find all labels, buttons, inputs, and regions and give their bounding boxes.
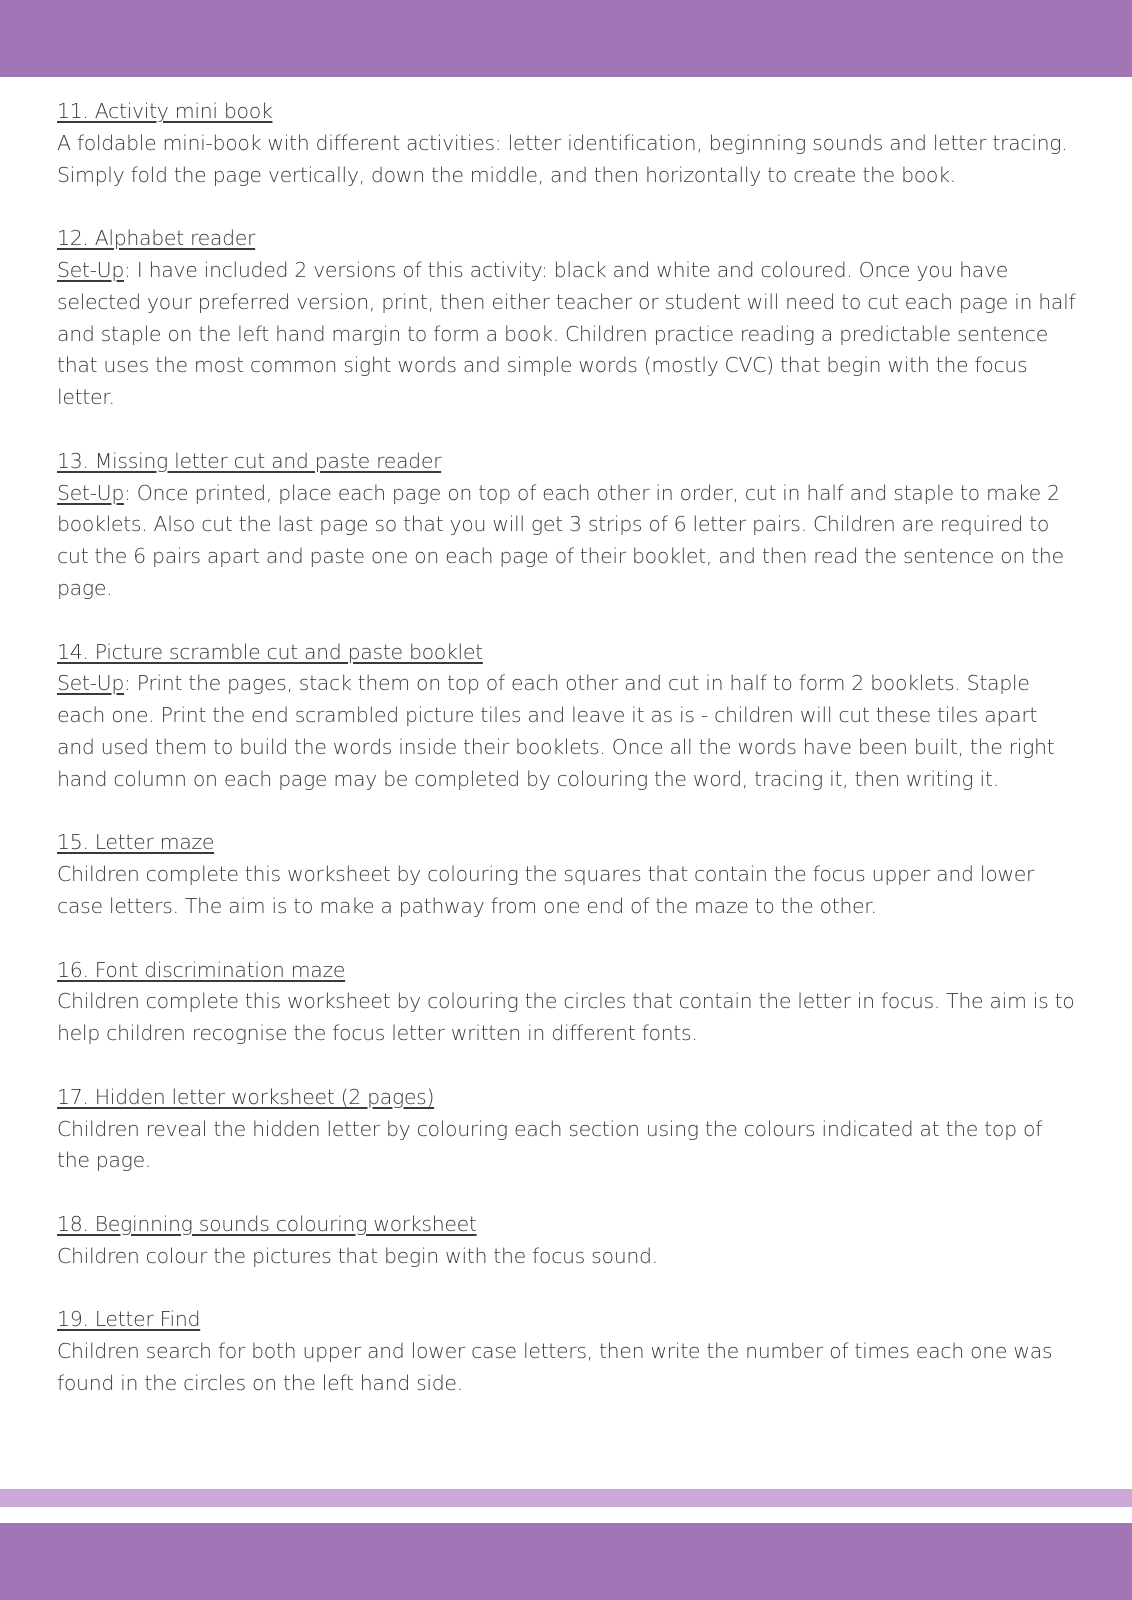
footer-accent-band — [0, 1489, 1132, 1507]
section-text: : Print the pages, stack them on top of each other and cut in half to form 2 booklets. Staple each one. Print the end scrambled picture tiles and leave it as is - children will cut these tiles apart and used them to build the words inside their booklets. Once all the words have been built, the right hand column on each page may be completed by colouring the word, tracing it, then writing it. — [57, 671, 1055, 791]
section-text: Children complete this worksheet by colouring the squares that contain the focus upper and lower case letters. The aim is to make a pathway from one end of the maze to the other. — [57, 862, 1035, 918]
section-body — [57, 986, 1077, 1050]
section-text: Children complete this worksheet by colouring the circles that contain the letter in focus. The aim is to help children recognise the focus letter written in different fonts. — [57, 989, 1075, 1046]
section-hidden-letter-worksheet — [57, 1082, 1077, 1177]
section-heading: 12. Alphabet reader — [57, 226, 256, 251]
section-text: Children search for both upper and lower case letters, then write the number of times each one was found in the circles on the left hand side. — [57, 1339, 1053, 1395]
section-body — [57, 1336, 1077, 1400]
section-text: Children reveal the hidden letter by colouring each section using the colours indicated at the top of the page. — [57, 1116, 1043, 1173]
section-font-discrimination-maze — [57, 955, 1077, 1050]
section-heading: 11. Activity mini book — [57, 99, 273, 123]
footer-band — [0, 1523, 1132, 1600]
section-picture-scramble — [57, 637, 1077, 796]
section-body — [57, 128, 1077, 192]
section-heading: 13. Missing letter cut and paste reader — [57, 448, 442, 473]
section-heading: 19. Letter Find — [57, 1307, 201, 1332]
section-letter-find — [57, 1304, 1077, 1399]
section-heading: 14. Picture scramble cut and paste booklet — [57, 639, 483, 664]
section-missing-letter-reader — [57, 446, 1077, 605]
header-band — [0, 0, 1132, 77]
section-text: A foldable mini-book with different activities: letter identification, beginning sounds and letter tracing. Simply fold the page vertically, down the middle, and then horizontally to create the book. — [57, 130, 1068, 187]
section-text: Children colour the pictures that begin with the focus sound. — [57, 1243, 658, 1268]
section-activity-mini-book — [57, 96, 1077, 191]
section-body — [57, 1241, 1077, 1273]
setup-label: Set-Up — [57, 671, 124, 696]
setup-label: Set-Up — [57, 480, 124, 505]
section-body — [57, 255, 1077, 414]
section-heading: 16. Font discrimination maze — [57, 957, 346, 982]
section-body — [57, 859, 1077, 923]
section-heading: 17. Hidden letter worksheet (2 pages) — [57, 1084, 435, 1109]
activity-list — [57, 96, 1077, 1431]
section-text: : Once printed, place each page on top of each other in order, cut in half and staple to make 2 booklets. Also cut the last page so that you will get 3 strips of 6 letter pairs. Children are required to cut the 6 pairs apart and paste one on each page of their booklet, and then read the sentence on the page. — [57, 480, 1064, 600]
section-beginning-sounds-worksheet — [57, 1209, 1077, 1273]
section-heading: 15. Letter maze — [57, 830, 215, 855]
section-body — [57, 668, 1077, 795]
section-alphabet-reader — [57, 223, 1077, 414]
section-heading: 18. Beginning sounds colouring worksheet — [57, 1211, 477, 1236]
section-body — [57, 478, 1077, 605]
section-text: : I have included 2 versions of this activity: black and white and coloured. Once you have selected your preferred version, print, then either teacher or student will need to cut each page in half and staple on the left hand margin to form a book. Children practice reading a predictable sentence that uses the most common sight words and simple words (mostly CVC) that begin with the focus letter. — [57, 257, 1076, 410]
section-letter-maze — [57, 827, 1077, 922]
setup-label: Set-Up — [57, 257, 124, 282]
section-body — [57, 1114, 1077, 1178]
